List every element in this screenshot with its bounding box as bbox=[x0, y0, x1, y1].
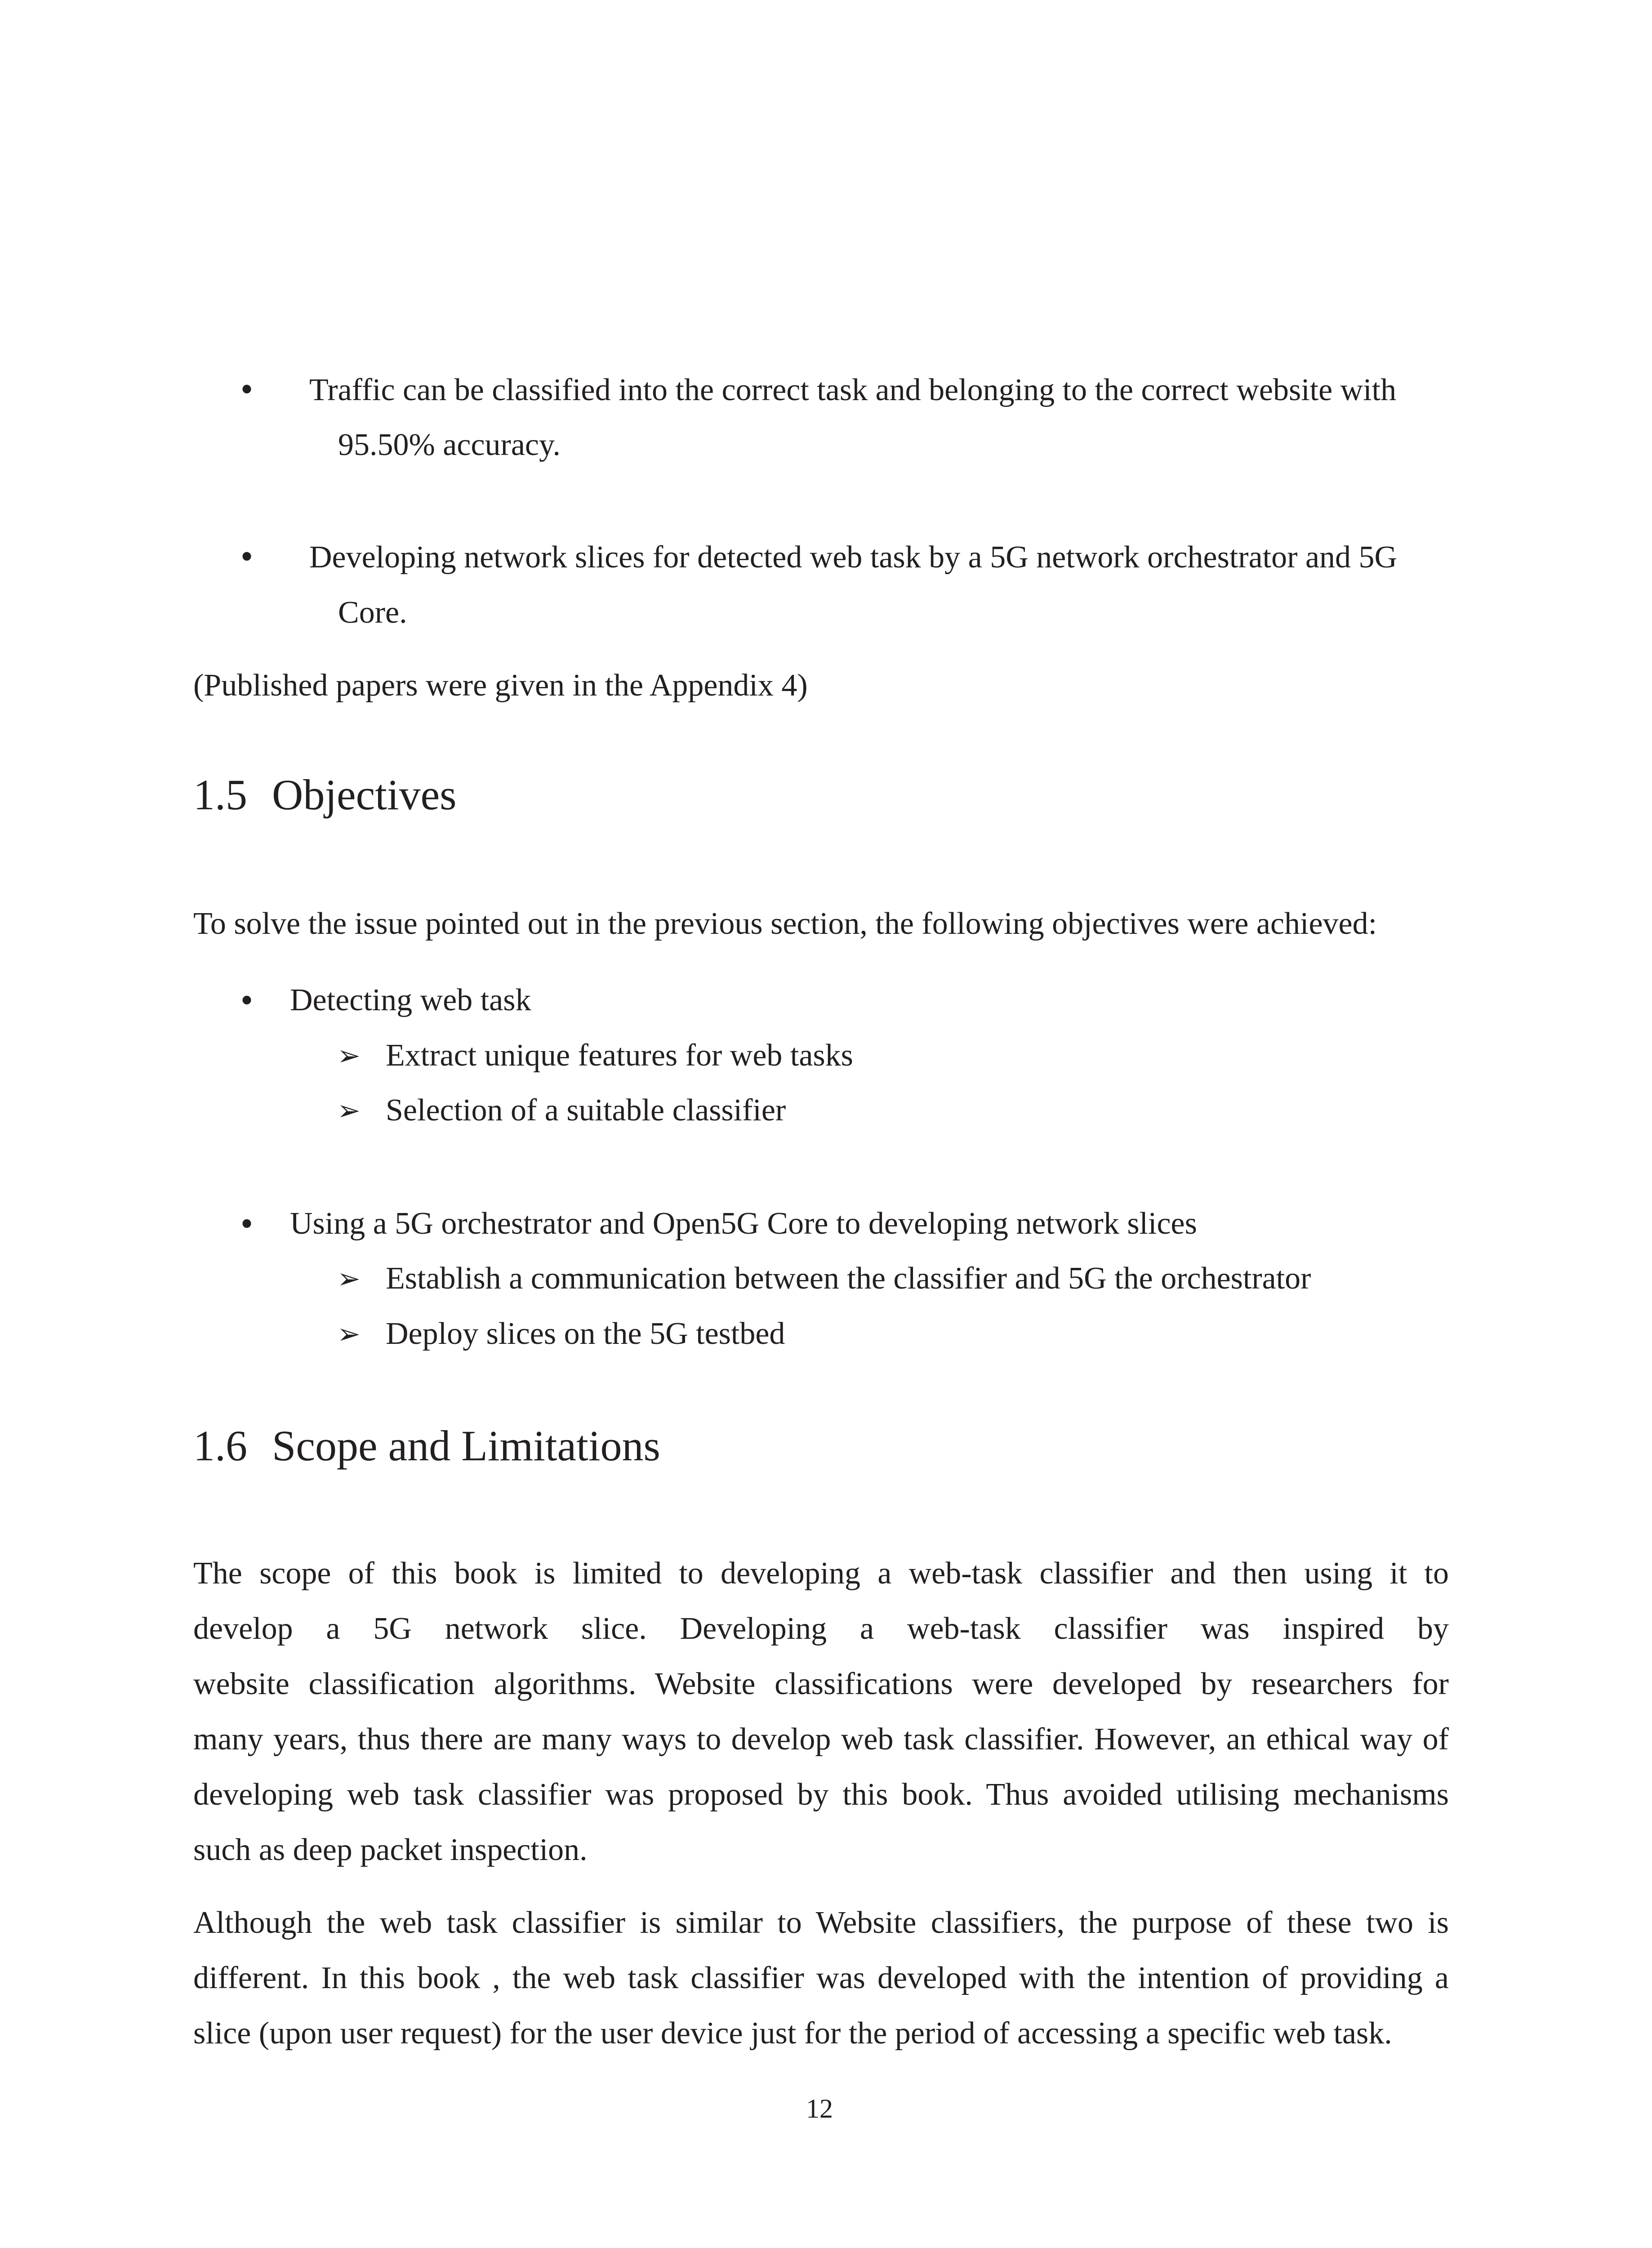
page-number: 12 bbox=[806, 2094, 833, 2123]
paragraph-line: develop a 5G network slice. Developing a web-task classifier was inspired by bbox=[193, 1611, 1449, 1646]
arrow-bullet-icon: ➢ bbox=[337, 1264, 361, 1294]
arrow-bullet-icon: ➢ bbox=[337, 1096, 361, 1126]
paragraph-line: website classification algorithms. Website classifications were developed by researchers for bbox=[193, 1667, 1449, 1701]
bullet-icon: • bbox=[240, 1204, 254, 1244]
arrow-bullet-icon: ➢ bbox=[337, 1041, 361, 1071]
bullet-text-continuation: 95.50% accuracy. bbox=[338, 428, 561, 462]
paragraph-line: many years, thus there are many ways to develop web task classifier. However, an ethical way of bbox=[193, 1722, 1449, 1757]
objective-subitem: Selection of a suitable classifier bbox=[386, 1093, 786, 1128]
section-number: 1.6 bbox=[193, 1422, 247, 1470]
paragraph-line: such as deep packet inspection. bbox=[193, 1833, 588, 1867]
objective-subitem: Extract unique features for web tasks bbox=[386, 1038, 853, 1073]
bullet-icon: • bbox=[240, 370, 254, 409]
paragraph-line: The scope of this book is limited to developing a web-task classifier and then using it to bbox=[193, 1556, 1449, 1591]
bullet-text: Developing network slices for detected web task by a 5G network orchestrator and 5G bbox=[309, 540, 1398, 575]
section-title: Scope and Limitations bbox=[272, 1422, 660, 1470]
paragraph-line: Although the web task classifier is similar to Website classifiers, the purpose of these two is bbox=[193, 1905, 1449, 1940]
arrow-bullet-icon: ➢ bbox=[337, 1319, 361, 1350]
objective-item: Detecting web task bbox=[290, 983, 531, 1017]
bullet-text: Traffic can be classified into the correct task and belonging to the correct website with bbox=[309, 373, 1397, 407]
objective-subitem: Establish a communication between the classifier and 5G the orchestrator bbox=[386, 1261, 1311, 1296]
objective-item: Using a 5G orchestrator and Open5G Core to developing network slices bbox=[290, 1206, 1197, 1241]
bullet-icon: • bbox=[240, 537, 254, 576]
published-note: (Published papers were given in the Appendix 4) bbox=[193, 668, 808, 703]
objectives-intro: To solve the issue pointed out in the previous section, the following objectives were achieved: bbox=[193, 906, 1377, 941]
paragraph-line: slice (upon user request) for the user device just for the period of accessing a specific web task. bbox=[193, 2016, 1392, 2051]
section-title: Objectives bbox=[272, 771, 457, 819]
paragraph-line: developing web task classifier was proposed by this book. Thus avoided utilising mechanisms bbox=[193, 1777, 1449, 1812]
bullet-icon: • bbox=[240, 981, 254, 1020]
paragraph-line: different. In this book , the web task classifier was developed with the intention of providing a bbox=[193, 1961, 1449, 1995]
objective-subitem: Deploy slices on the 5G testbed bbox=[386, 1316, 785, 1351]
bullet-text-continuation: Core. bbox=[338, 595, 407, 630]
section-number: 1.5 bbox=[193, 771, 247, 819]
